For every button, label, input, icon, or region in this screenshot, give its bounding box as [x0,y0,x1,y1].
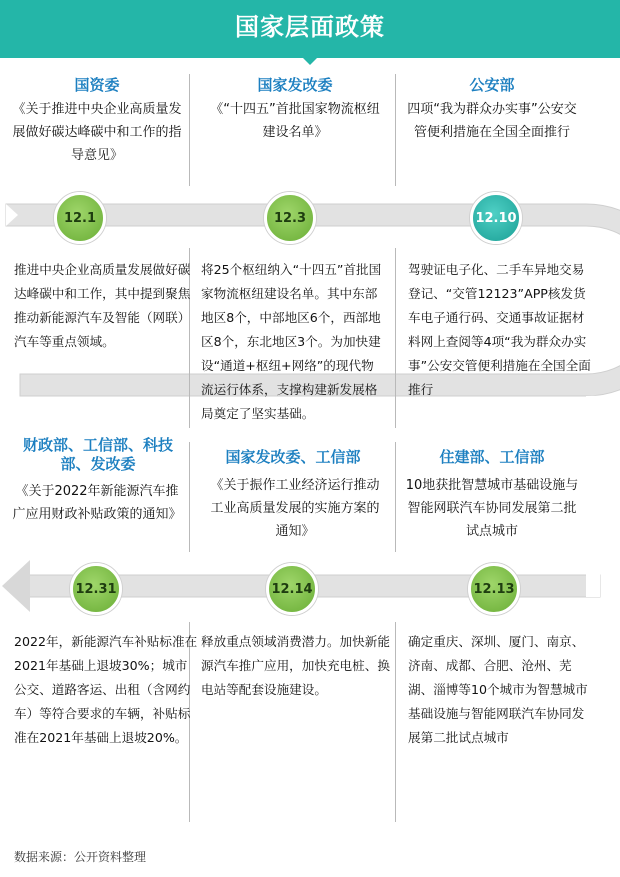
doc-fagaiwei: 《“十四五”首批国家物流枢纽建设名单》 [210,102,380,140]
org-caizhengbu: 财政部、工信部、科技部、发改委 [22,436,173,473]
org-fagaiwei-gongxinbu: 国家发改委、工信部 [225,448,361,466]
org-fagaiwei: 国家发改委 [257,76,333,94]
date-node-12-3: 12.3 [264,192,316,244]
date-node-12-1: 12.1 [54,192,106,244]
desc-fagaiwei: 将25个枢纽纳入“十四五”首批国家物流枢纽建设名单。其中东部地区8个，中部地区6个，西部地区8个，东北地区3个。为加快建设“通道+枢纽+网络”的现代物流运行体系，支撑构建新发展格局奠定了坚实基础。 [201,262,382,421]
date-node-12-13: 12.13 [468,563,520,615]
org-zhujianbu-gongxinbu: 住建部、工信部 [439,448,545,466]
divider-bottom-right [395,622,396,822]
date-node-12-10: 12.10 [470,192,522,244]
date-node-12-14: 12.14 [266,563,318,615]
track-bottom-arrow [2,560,30,612]
doc-caizhengbu: 《关于2022年新能源汽车推广应用财政补贴政策的通知》 [12,484,182,522]
date-node-12-31: 12.31 [70,563,122,615]
org-gonganbu: 公安部 [469,76,515,94]
desc-guoziwei: 推进中央企业高质量发展做好碳达峰碳中和工作，其中提到聚焦推动新能源汽车及智能（网联）汽车等重点领域。 [14,262,191,349]
doc-fagaiwei-gongxinbu: 《关于振作工业经济运行推动工业高质量发展的实施方案的通知》 [210,478,380,539]
desc-gonganbu: 驾驶证电子化、二手车异地交易登记、“交管12123”APP核发货车电子通行码、交通事故证据材料网上查阅等4项“我为群众办实事”公安交管便利措施在全国全面推行 [408,262,591,397]
divider-mid2-right [395,442,396,552]
divider-top-right [395,74,396,186]
doc-gonganbu: 四项“我为群众办实事”公安交管便利措施在全国全面推行 [407,102,577,140]
desc-fagaiwei-gongxinbu: 释放重点领域消费潜力。加快新能源汽车推广应用，加快充电桩、换电站等配套设施建设。 [201,634,390,697]
divider-mid2-left [189,442,190,552]
page-title: 国家层面政策 [235,13,385,41]
doc-guoziwei: 《关于推进中央企业高质量发展做好碳达峰碳中和工作的指导意见》 [12,102,182,163]
data-source: 数据来源：公开资料整理 [14,850,147,864]
doc-zhujianbu-gongxinbu: 10地获批智慧城市基础设施与智能网联汽车协同发展第二批试点城市 [405,478,579,539]
desc-zhujianbu-gongxinbu: 确定重庆、深圳、厦门、南京、济南、成都、合肥、沧州、芜湖、淄博等10个城市为智慧城市基础设施与智能网联汽车协同发展第二批试点城市 [408,634,588,745]
desc-caizhengbu: 2022年，新能源汽车补贴标准在2021年基础上退坡30%；城市公交、道路客运、出租（含网约车）等符合要求的车辆，补贴标准在2021年基础上退坡20%。 [14,634,198,745]
track-return-curve [586,396,600,597]
org-guoziwei: 国资委 [74,76,120,94]
divider-mid1-right [395,248,396,428]
divider-top-left [189,74,190,186]
